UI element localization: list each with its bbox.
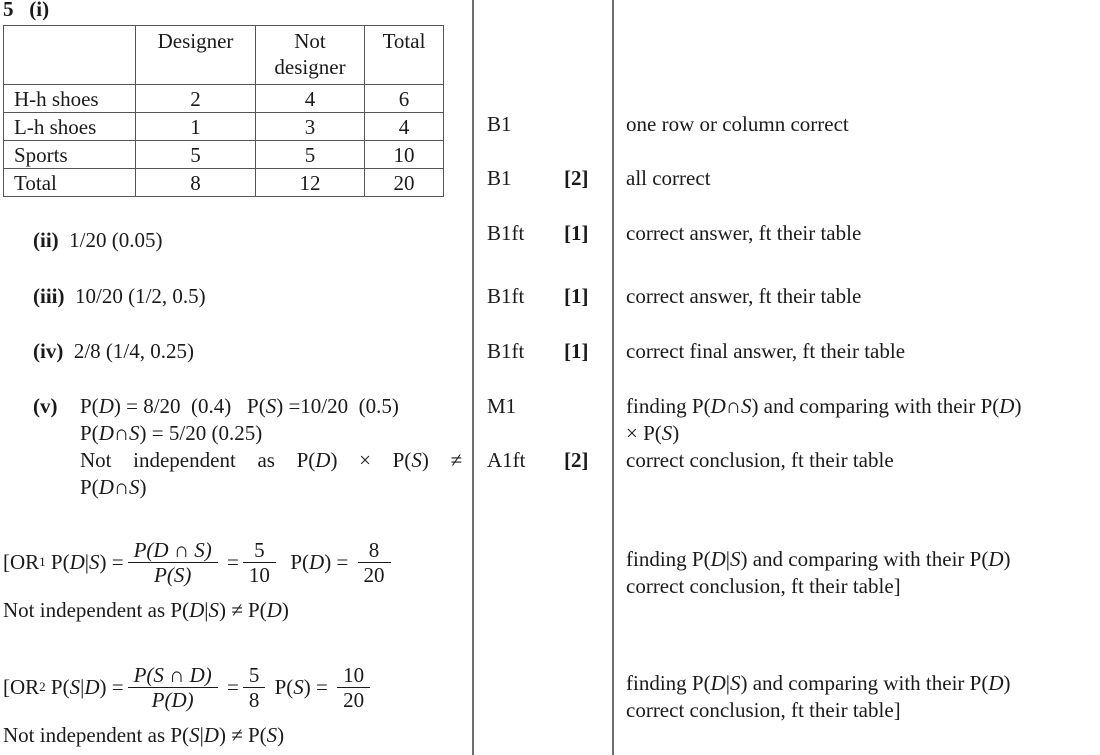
alt-1-guidance-line1: finding P(D|S) and comparing with their P(D) <box>626 547 1011 571</box>
column-divider-marks-guidance <box>612 0 614 755</box>
guidance-text: all correct <box>626 166 711 190</box>
fraction-8-20: $\frac{8}{20}$ <box>358 538 391 587</box>
cell-not-designer: 5 <box>256 141 365 169</box>
mark-total: [1] <box>564 221 589 245</box>
row-label: Total <box>4 169 136 197</box>
fraction-psnd-over-pd: $\frac{P(S \cap D)}{P(D)}$ <box>128 663 218 712</box>
cell-total: 20 <box>365 169 444 197</box>
cell-not-designer: 12 <box>256 169 365 197</box>
alt-method-1-equation: [OR 1 P( D | S ) = $\frac{P(D \cap S)}{P(S)}$ = $\frac{5}{10}$ P( D ) = $\frac{8}{20}$ <box>3 530 395 594</box>
mark-code: B1 <box>487 166 512 190</box>
table-row <box>4 169 444 197</box>
fraction-10-20: $\frac{10}{20}$ <box>337 663 370 712</box>
table-row <box>4 141 444 169</box>
part-v-label: (v) <box>33 394 58 418</box>
part-v-line3: Not independent as P(D) × P(S) ≠ <box>80 448 462 472</box>
table-header-not-designer: Not designer <box>256 26 365 85</box>
part-iv-label: (iv) <box>33 339 64 363</box>
alt-2-guidance-line2: correct conclusion, ft their table] <box>626 698 901 722</box>
mark-code: B1ft <box>487 221 525 245</box>
fraction-pdns-over-ps: $\frac{P(D \cap S)}{P(S)}$ <box>128 538 218 587</box>
cell-total: 6 <box>365 85 444 113</box>
part-ii-value: 1/20 (0.05) <box>69 228 163 252</box>
row-label: Sports <box>4 141 136 169</box>
guidance-text: correct conclusion, ft their table <box>626 448 894 472</box>
alt-method-2-equation: [OR 2 P( S | D ) = $\frac{P(S \cap D)}{P(D)}$ = $\frac{5}{8}$ P( S ) = $\frac{10}{20}$ <box>3 655 374 719</box>
table-row <box>4 113 444 141</box>
mark-code: M1 <box>487 394 517 418</box>
frequency-table <box>3 25 444 197</box>
alt-method-2-conclusion: Not independent as P(S|D) ≠ P(S) <box>3 723 285 747</box>
alt-1-guidance-line2: correct conclusion, ft their table] <box>626 574 901 598</box>
question-number-text: 5 <box>3 0 14 21</box>
guidance-text: correct final answer, ft their table <box>626 339 906 363</box>
part-iii-label: (iii) <box>33 284 65 308</box>
table-header-designer: Designer <box>136 26 256 85</box>
table-header-row <box>4 26 444 85</box>
part-iv-answer <box>33 339 194 363</box>
mark-code: B1 <box>487 112 512 136</box>
alt-2-guidance-line1: finding P(D|S) and comparing with their P(D) <box>626 671 1011 695</box>
guidance-text: one row or column correct <box>626 112 849 136</box>
mark-code: B1ft <box>487 284 525 308</box>
fraction-5-10: $\frac{5}{10}$ <box>243 538 276 587</box>
table-row <box>4 85 444 113</box>
mark-code: A1ft <box>487 448 526 472</box>
cell-not-designer: 4 <box>256 85 365 113</box>
mark-code: B1ft <box>487 339 525 363</box>
mark-total: [1] <box>564 339 589 363</box>
row-label: H-h shoes <box>4 85 136 113</box>
part-iv-value: 2/8 (1/4, 0.25) <box>73 339 194 363</box>
guidance-text: correct answer, ft their table <box>626 221 862 245</box>
row-label: L-h shoes <box>4 113 136 141</box>
cell-not-designer: 3 <box>256 113 365 141</box>
mark-total: [2] <box>564 166 589 190</box>
guidance-text: correct answer, ft their table <box>626 284 862 308</box>
guidance-text-m1-line2: × P(S) <box>626 421 680 445</box>
cell-designer: 2 <box>136 85 256 113</box>
cell-total: 10 <box>365 141 444 169</box>
guidance-text-m1-line1: finding P(D∩S) and comparing with their P(D) <box>626 394 1022 418</box>
part-v-line2: P(D∩S) = 5/20 (0.25) <box>80 421 263 445</box>
table-header-total: Total <box>365 26 444 85</box>
cell-designer: 1 <box>136 113 256 141</box>
part-iii-value: 10/20 (1/2, 0.5) <box>75 284 206 308</box>
alt-method-1-conclusion: Not independent as P(D|S) ≠ P(D) <box>3 598 289 622</box>
part-ii-label: (ii) <box>33 228 59 252</box>
part-iii-answer <box>33 284 206 308</box>
question-number <box>3 0 49 21</box>
column-divider-answer-marks <box>472 0 474 755</box>
part-v-line1: P(D) = 8/20 (0.4) P(S) =10/20 (0.5) <box>80 394 399 418</box>
fraction-5-8: $\frac{5}{8}$ <box>243 663 266 712</box>
part-i-label: (i) <box>29 0 50 21</box>
table-header-blank <box>4 26 136 85</box>
part-v-line4: P(D∩S) <box>80 475 147 499</box>
cell-designer: 8 <box>136 169 256 197</box>
mark-total: [1] <box>564 284 589 308</box>
cell-total: 4 <box>365 113 444 141</box>
part-ii-answer <box>33 228 162 252</box>
mark-total: [2] <box>564 448 589 472</box>
cell-designer: 5 <box>136 141 256 169</box>
